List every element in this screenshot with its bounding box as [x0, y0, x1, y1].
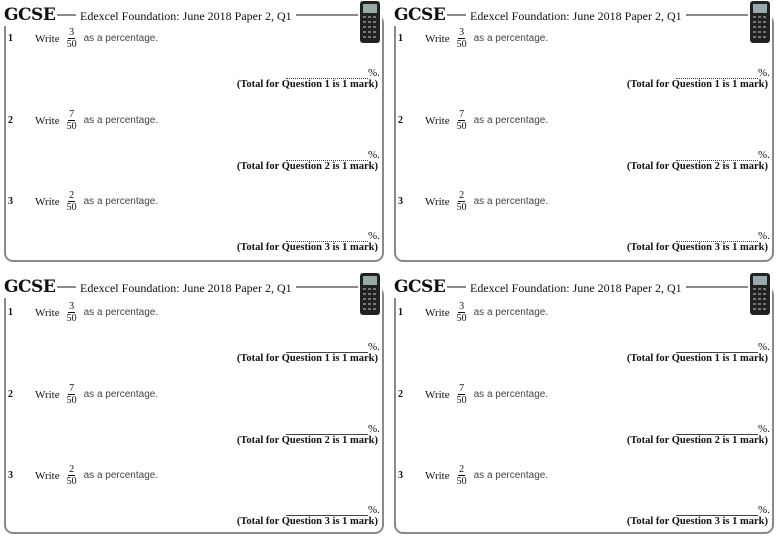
question-text: as a percentage.: [83, 196, 159, 207]
question-stem: [425, 464, 548, 487]
question-text: as a percentage.: [83, 389, 159, 400]
question-number: 2: [398, 389, 403, 400]
answer-line[interactable]: [676, 505, 758, 516]
worksheet-card-1: [0, 0, 386, 266]
question-3: [0, 464, 386, 550]
mark-total: (Total for Question 1 is 1 mark): [236, 353, 378, 364]
numerator: 2: [459, 190, 465, 201]
answer-area[interactable]: [286, 423, 380, 435]
percent-unit: %.: [758, 67, 770, 79]
question-stem: [425, 190, 548, 213]
worksheet-card-4: [390, 272, 776, 538]
question-stem: [425, 301, 548, 324]
question-2: [390, 383, 776, 469]
question-stem: [425, 109, 548, 132]
answer-line[interactable]: [676, 150, 758, 161]
mark-total: (Total for Question 1 is 1 mark): [626, 79, 768, 90]
fraction: [66, 301, 78, 324]
mark-total: (Total for Question 3 is 1 mark): [626, 242, 768, 253]
gcse-logo: GCSE: [4, 5, 56, 25]
question-number: 1: [398, 307, 403, 318]
answer-area[interactable]: [286, 149, 380, 161]
question-number: 3: [8, 196, 13, 207]
answer-area[interactable]: [676, 423, 770, 435]
question-3: [390, 464, 776, 550]
worksheet-card-2: [390, 0, 776, 266]
denominator: 50: [66, 121, 77, 132]
fraction: [66, 27, 78, 50]
mark-total: (Total for Question 3 is 1 mark): [236, 516, 378, 527]
percent-unit: %.: [758, 341, 770, 353]
question-number: 3: [8, 470, 13, 481]
answer-line[interactable]: [286, 231, 368, 242]
percent-unit: %.: [758, 423, 770, 435]
percent-unit: %.: [758, 504, 770, 516]
write-word: Write: [425, 388, 450, 401]
denominator: 50: [66, 202, 77, 213]
write-word: Write: [425, 306, 450, 319]
question-text: as a percentage.: [473, 115, 549, 126]
numerator: 7: [69, 109, 75, 120]
denominator: 50: [66, 395, 77, 406]
question-number: 3: [398, 470, 403, 481]
mark-total: (Total for Question 2 is 1 mark): [236, 161, 378, 172]
answer-area[interactable]: [286, 504, 380, 516]
answer-line[interactable]: [676, 231, 758, 242]
mark-total: (Total for Question 3 is 1 mark): [236, 242, 378, 253]
question-1: [390, 27, 776, 113]
write-word: Write: [35, 306, 60, 319]
denominator: 50: [66, 476, 77, 487]
numerator: 3: [69, 27, 75, 38]
denominator: 50: [66, 313, 77, 324]
write-word: Write: [35, 388, 60, 401]
denominator: 50: [456, 202, 467, 213]
card-title: Edexcel Foundation: June 2018 Paper 2, Q1: [76, 280, 296, 296]
question-text: as a percentage.: [83, 33, 159, 44]
answer-line[interactable]: [676, 424, 758, 435]
question-stem: [35, 301, 158, 324]
card-title: Edexcel Foundation: June 2018 Paper 2, Q1: [466, 8, 686, 24]
numerator: 3: [459, 301, 465, 312]
fraction: [66, 383, 78, 406]
percent-unit: %.: [368, 423, 380, 435]
question-3: [0, 190, 386, 276]
answer-line[interactable]: [676, 342, 758, 353]
question-stem: [35, 27, 158, 50]
question-text: as a percentage.: [473, 389, 549, 400]
fraction: [456, 383, 468, 406]
question-1: [0, 27, 386, 113]
numerator: 2: [69, 190, 75, 201]
write-word: Write: [35, 32, 60, 45]
percent-unit: %.: [368, 67, 380, 79]
question-text: as a percentage.: [83, 470, 159, 481]
write-word: Write: [35, 114, 60, 127]
denominator: 50: [456, 476, 467, 487]
answer-line[interactable]: [286, 150, 368, 161]
question-text: as a percentage.: [473, 196, 549, 207]
answer-area[interactable]: [676, 230, 770, 242]
write-word: Write: [35, 195, 60, 208]
question-number: 1: [8, 33, 13, 44]
question-stem: [425, 383, 548, 406]
numerator: 7: [459, 109, 465, 120]
answer-area[interactable]: [676, 67, 770, 79]
mark-total: (Total for Question 1 is 1 mark): [626, 353, 768, 364]
denominator: 50: [66, 39, 77, 50]
fraction: [456, 109, 468, 132]
gcse-logo: GCSE: [394, 5, 446, 25]
question-number: 2: [8, 115, 13, 126]
write-word: Write: [425, 32, 450, 45]
write-word: Write: [35, 469, 60, 482]
gcse-logo: GCSE: [394, 277, 446, 297]
gcse-logo: GCSE: [4, 277, 56, 297]
question-number: 1: [8, 307, 13, 318]
answer-area[interactable]: [286, 67, 380, 79]
question-number: 2: [8, 389, 13, 400]
card-title: Edexcel Foundation: June 2018 Paper 2, Q1: [466, 280, 686, 296]
mark-total: (Total for Question 2 is 1 mark): [626, 161, 768, 172]
mark-total: (Total for Question 3 is 1 mark): [626, 516, 768, 527]
fraction: [66, 190, 78, 213]
worksheet-card-3: [0, 272, 386, 538]
question-text: as a percentage.: [473, 33, 549, 44]
answer-line[interactable]: [286, 342, 368, 353]
answer-area[interactable]: [286, 230, 380, 242]
card-title: Edexcel Foundation: June 2018 Paper 2, Q1: [76, 8, 296, 24]
denominator: 50: [456, 313, 467, 324]
fraction: [66, 464, 78, 487]
denominator: 50: [456, 39, 467, 50]
mark-total: (Total for Question 2 is 1 mark): [626, 435, 768, 446]
fraction: [456, 190, 468, 213]
denominator: 50: [456, 395, 467, 406]
question-1: [390, 301, 776, 387]
percent-unit: %.: [368, 504, 380, 516]
percent-unit: %.: [368, 341, 380, 353]
percent-unit: %.: [758, 149, 770, 161]
percent-unit: %.: [368, 230, 380, 242]
numerator: 7: [459, 383, 465, 394]
answer-area[interactable]: [286, 341, 380, 353]
answer-line[interactable]: [286, 505, 368, 516]
answer-line[interactable]: [286, 424, 368, 435]
question-number: 1: [398, 33, 403, 44]
write-word: Write: [425, 195, 450, 208]
question-stem: [35, 383, 158, 406]
question-number: 3: [398, 196, 403, 207]
fraction: [456, 464, 468, 487]
question-3: [390, 190, 776, 276]
question-stem: [35, 190, 158, 213]
numerator: 2: [459, 464, 465, 475]
percent-unit: %.: [368, 149, 380, 161]
answer-line[interactable]: [676, 68, 758, 79]
write-word: Write: [425, 114, 450, 127]
question-2: [0, 383, 386, 469]
mark-total: (Total for Question 1 is 1 mark): [236, 79, 378, 90]
question-2: [390, 109, 776, 195]
percent-unit: %.: [758, 230, 770, 242]
question-stem: [425, 27, 548, 50]
question-text: as a percentage.: [473, 470, 549, 481]
fraction: [456, 27, 468, 50]
mark-total: (Total for Question 2 is 1 mark): [236, 435, 378, 446]
question-number: 2: [398, 115, 403, 126]
numerator: 2: [69, 464, 75, 475]
write-word: Write: [425, 469, 450, 482]
numerator: 3: [69, 301, 75, 312]
question-2: [0, 109, 386, 195]
question-stem: [35, 464, 158, 487]
answer-area[interactable]: [676, 504, 770, 516]
question-text: as a percentage.: [83, 307, 159, 318]
question-text: as a percentage.: [83, 115, 159, 126]
answer-line[interactable]: [286, 68, 368, 79]
answer-area[interactable]: [676, 149, 770, 161]
answer-area[interactable]: [676, 341, 770, 353]
fraction: [66, 109, 78, 132]
question-stem: [35, 109, 158, 132]
numerator: 7: [69, 383, 75, 394]
fraction: [456, 301, 468, 324]
denominator: 50: [456, 121, 467, 132]
question-text: as a percentage.: [473, 307, 549, 318]
question-1: [0, 301, 386, 387]
numerator: 3: [459, 27, 465, 38]
